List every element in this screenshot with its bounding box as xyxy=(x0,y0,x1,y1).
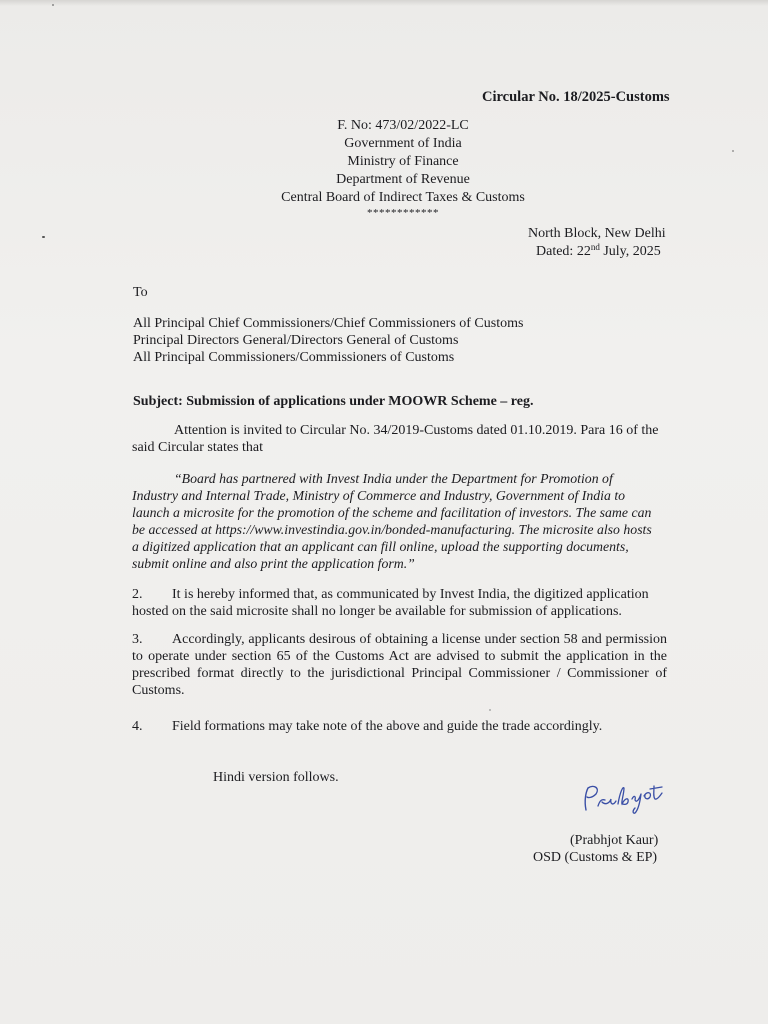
scan-speck xyxy=(42,236,45,238)
quote-line: submit online and also print the application form.” xyxy=(132,556,415,571)
to-label: To xyxy=(133,285,148,300)
addressee-line: Principal Directors General/Directors General of Customs xyxy=(133,333,459,348)
scan-speck xyxy=(489,709,491,711)
quote-line: be accessed at https://www.investindia.gov.in/bonded-manufacturing. The microsite also hosts xyxy=(132,522,652,537)
paragraph-4 xyxy=(132,718,667,735)
quote-line: launch a microsite for the promotion of the scheme and facilitation of investors. The same can xyxy=(132,505,652,520)
header-separator: ************ xyxy=(367,207,439,219)
quote-line: a digitized application that an applicant can fill online, upload the supporting documents, xyxy=(132,539,629,554)
signatory-designation: OSD (Customs & EP) xyxy=(533,850,658,865)
department-line: Department of Revenue xyxy=(336,172,470,187)
board-line: Central Board of Indirect Taxes & Customs xyxy=(281,190,525,205)
government-line: Government of India xyxy=(344,136,462,151)
scan-edge-shadow xyxy=(0,0,768,6)
quoted-paragraph xyxy=(132,470,669,572)
paragraph-2 xyxy=(132,586,667,620)
paragraph-number: 2. xyxy=(132,587,143,602)
quote-line: “Board has partnered with Invest India under the Department for Promotion of xyxy=(174,471,613,486)
paragraph-number: 4. xyxy=(132,719,143,734)
signatory-name: (Prabhjot Kaur) xyxy=(570,833,659,848)
date-superscript: nd xyxy=(590,242,600,252)
paragraph-number: 3. xyxy=(132,632,143,647)
paragraph-1: Attention is invited to Circular No. 34/2019-Customs dated 01.10.2019. Para 16 of the said Circular states that xyxy=(132,423,659,455)
paragraph-3 xyxy=(132,631,667,699)
place-line: North Block, New Delhi xyxy=(528,226,666,241)
paragraph-text: Accordingly, applicants desirous of obtaining a license under section 58 and permission to operate under section 65 of the Customs Act are advised to submit the application in the prescribed format directly to the jurisdictional Principal Commissioner / Commissioner of Customs. xyxy=(132,632,667,698)
circular-number: Circular No. 18/2025-Customs xyxy=(482,89,670,105)
quote-line: Industry and Internal Trade, Ministry of Commerce and Industry, Government of India to xyxy=(132,488,626,503)
paragraph-text: It is hereby informed that, as communicated by Invest India, the digitized application hosted on the said microsite shall no longer be available for submission of applications. xyxy=(132,587,649,619)
date-line xyxy=(536,244,661,260)
addressee-line: All Principal Commissioners/Commissioners of Customs xyxy=(133,350,455,365)
date-suffix: July, 2025 xyxy=(599,244,661,259)
addressee-line: All Principal Chief Commissioners/Chief Commissioners of Customs xyxy=(133,316,524,331)
handwritten-signature xyxy=(580,780,675,818)
paragraph-text: Field formations may take note of the above and guide the trade accordingly. xyxy=(172,719,603,734)
subject-line: Subject: Submission of applications under MOOWR Scheme – reg. xyxy=(133,394,534,409)
hindi-version-note: Hindi version follows. xyxy=(213,770,339,785)
file-number: F. No: 473/02/2022-LC xyxy=(337,118,469,133)
scan-speck xyxy=(52,4,54,6)
scan-speck xyxy=(732,150,734,152)
ministry-line: Ministry of Finance xyxy=(347,154,459,169)
date-prefix: Dated: 22 xyxy=(536,244,591,259)
